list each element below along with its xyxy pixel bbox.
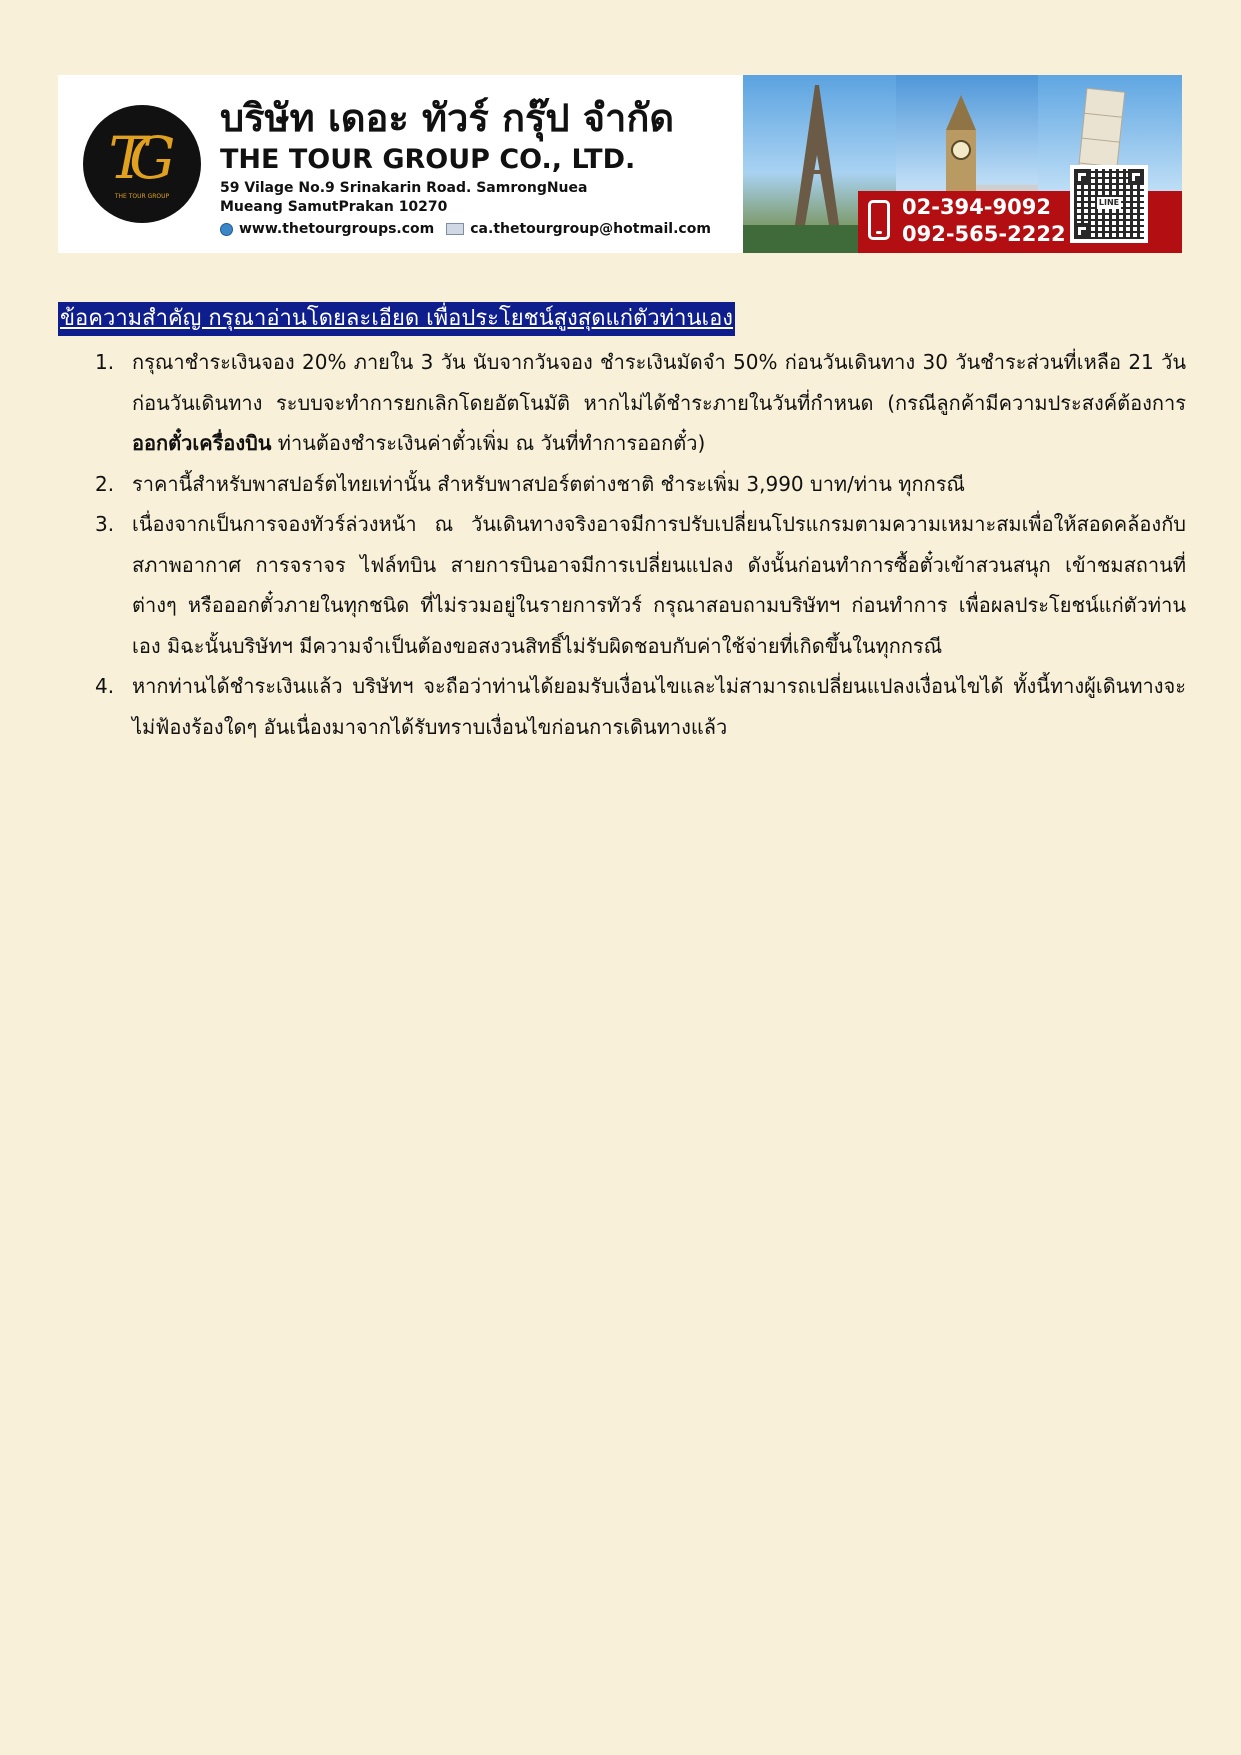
email-link[interactable]: ca.thetourgroup@hotmail.com	[470, 221, 711, 237]
term-text: ราคานี้สำหรับพาสปอร์ตไทยเท่านั้น สำหรับพาสปอร์ตต่างชาติ ชำระเพิ่ม 3,990 บาท/ท่าน ทุกกรณี	[132, 471, 965, 496]
notice-title: ข้อความสำคัญ กรุณาอ่านโดยละเอียด เพื่อประโยชน์สูงสุดแก่ตัวท่านเอง	[58, 302, 735, 336]
term-bold-text: ออกตั๋วเครื่องบิน	[132, 431, 272, 455]
term-text: หากท่านได้ชำระเงินแล้ว บริษัทฯ จะถือว่าท่านได้ยอมรับเงื่อนไขและไม่สามารถเปลี่ยนแปลงเงื่อนไขได้ ทั้งนี้ทางผู้เดินทางจะไม่ฟ้องร้องใดๆ อันเนื่องมาจากได้รับทราบเงื่อนไขก่อนการเดินทางแล้ว	[132, 674, 1186, 739]
term-text: กรุณาชำระเงินจอง 20% ภายใน 3 วัน นับจากวันจอง ชำระเงินมัดจำ 50% ก่อนวันเดินทาง 30 วันชำระส่วนที่เหลือ 21 วัน ก่อนวันเดินทาง ระบบจะทำการยกเลิกโดยอัตโนมัติ หากไม่ได้ชำระภายในวันที่กำหนด (กรณีลูกค้ามีความประสงค์ต้องการออกตั๋วเครื่องบิน ท่านต้องชำระเงินค่าตั๋วเพิ่ม ณ วันที่ทำการออกตั๋ว)	[132, 350, 1186, 455]
address-line-1: 59 Vilage No.9 Srinakarin Road. SamrongNuea	[220, 180, 588, 196]
line-qr-code[interactable]	[1070, 165, 1148, 243]
qr-line-label: LINE	[1098, 198, 1120, 207]
company-logo	[83, 105, 201, 223]
term-number: 2.	[95, 471, 115, 496]
phone-number-2[interactable]: 092-565-2222	[902, 222, 1066, 246]
website-link[interactable]: www.thetourgroups.com	[239, 221, 435, 237]
term-text: เนื่องจากเป็นการจองทัวร์ล่วงหน้า ณ วันเดินทางจริงอาจมีการปรับเปลี่ยนโปรแกรมตามความเหมาะสมเพื่อให้สอดคล้องกับสภาพอากาศ การจราจร ไฟล์ทบิน สายการบินอาจมีการเปลี่ยนแปลง ดังนั้นก่อนทำการซื้อตั๋วเข้าสวนสนุก เข้าชมสถานที่ต่างๆ หรือออกตั๋วภายในทุกชนิด ที่ไม่รวมอยู่ในรายการทัวร์ กรุณาสอบถามบริษัทฯ ก่อนทำการ เพื่อผลประโยชน์แก่ตัวท่านเอง มิฉะนั้นบริษัทฯ มีความจำเป็นต้องขอสงวนสิทธิ์ไม่รับผิดชอบกับค่าใช้จ่ายที่เกิดขึ้นในทุกกรณี	[132, 512, 1186, 658]
destination-photos	[743, 75, 1182, 253]
term-item-2	[90, 464, 1186, 505]
qr-code-icon	[1074, 169, 1144, 239]
term-number: 1.	[95, 350, 115, 374]
phone-icon	[868, 200, 890, 240]
terms-list	[90, 342, 1186, 747]
term-number: 3.	[95, 512, 115, 536]
company-name-thai: บริษัท เดอะ ทัวร์ กรุ๊ป จำกัด	[220, 96, 675, 140]
company-banner	[58, 75, 1182, 253]
address-line-2: Mueang SamutPrakan 10270	[220, 199, 448, 215]
term-number: 4.	[95, 674, 115, 698]
term-item-1	[90, 342, 1186, 464]
contact-line	[220, 221, 711, 237]
mail-icon	[446, 223, 464, 235]
globe-icon	[220, 223, 233, 236]
term-item-4	[90, 666, 1186, 747]
company-name-en: THE TOUR GROUP CO., LTD.	[220, 144, 636, 175]
logo-caption: THE TOUR GROUP	[114, 192, 170, 200]
logo-monogram: TG	[108, 123, 158, 192]
term-item-3	[90, 504, 1186, 666]
phone-number-1[interactable]: 02-394-9092	[902, 195, 1051, 219]
